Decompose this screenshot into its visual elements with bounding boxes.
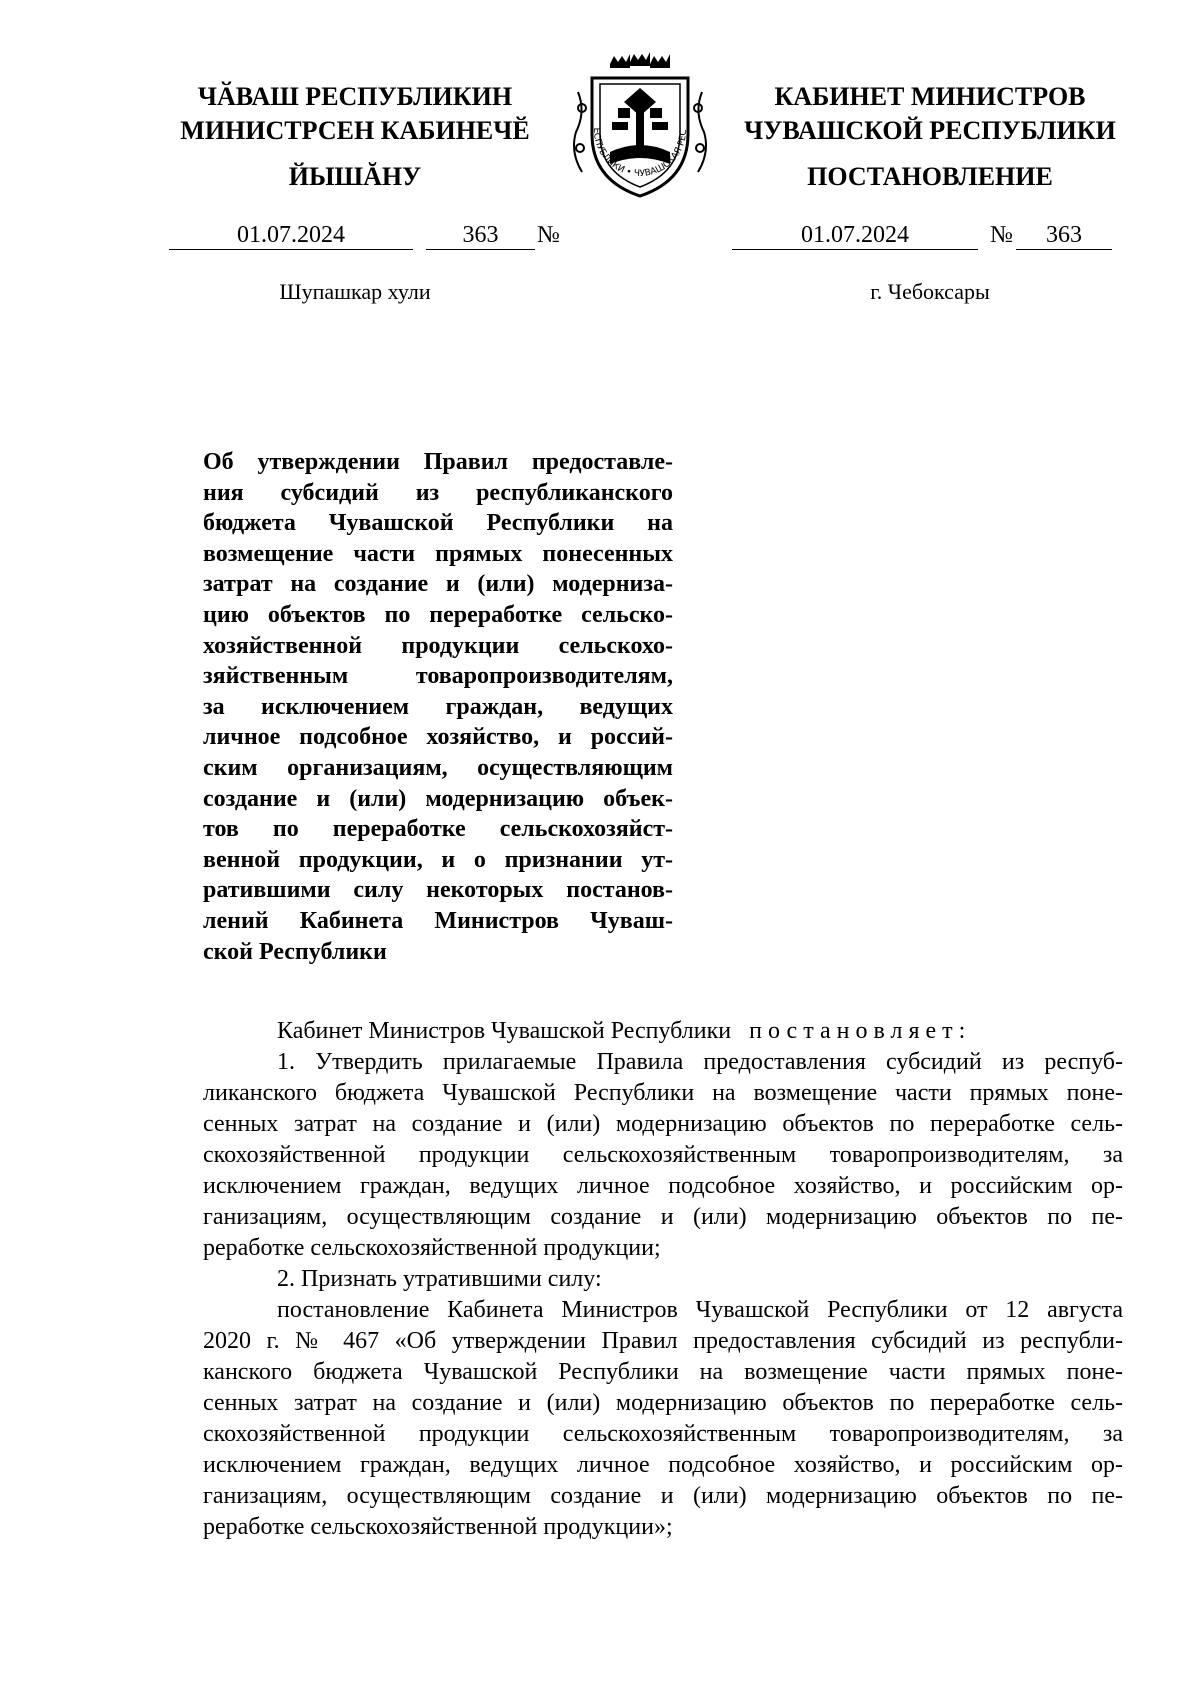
subject-line: за исключением граждан, ведущих bbox=[203, 693, 673, 720]
paragraph-3-line: исключением граждан, ведущих личное подсобное хозяйство, и российским ор- bbox=[203, 1452, 1123, 1478]
paragraph-1-line: ганизациям, осуществляющим создание и (или) модернизацию объектов по пе- bbox=[203, 1204, 1123, 1230]
paragraph-3-line: постановление Кабинета Министров Чувашской Республики от 12 августа bbox=[277, 1297, 1123, 1323]
subject-line: ния субсидий из республиканского bbox=[203, 479, 673, 506]
subject-line: зяйственным товаропроизводителям, bbox=[203, 663, 673, 690]
subject-line: Об утверждении Правил предоставле- bbox=[203, 449, 673, 475]
header-left-title bbox=[150, 80, 560, 148]
subject-line: личное подсобное хозяйство, и россий- bbox=[203, 724, 673, 751]
header-left-city: Шупашкар хули bbox=[279, 279, 431, 304]
header-left-line2: МИНИСТРСЕН КАБИНЕЧӖ bbox=[180, 116, 530, 145]
header-right-line2: ЧУВАШСКОЙ РЕСПУБЛИКИ bbox=[744, 116, 1116, 145]
paragraph-1-line: скохозяйственной продукции сельскохозяйственным товаропроизводителям, за bbox=[203, 1142, 1123, 1168]
header-right-number-label: № bbox=[990, 222, 1013, 248]
subject-line: тов по переработке сельскохозяйст- bbox=[203, 816, 673, 843]
header-left-number: 363 bbox=[426, 221, 535, 250]
paragraph-1-line: сенных затрат на создание и (или) модернизацию объектов по переработке сель- bbox=[203, 1111, 1123, 1137]
paragraph-3-line: сенных затрат на создание и (или) модернизацию объектов по переработке сель- bbox=[203, 1390, 1123, 1416]
paragraph-1-line: 1. Утвердить прилагаемые Правила предоставления субсидий из респуб- bbox=[277, 1049, 1123, 1075]
paragraph-1-line: ликанского бюджета Чувашской Республики на возмещение части прямых поне- bbox=[203, 1080, 1123, 1106]
subject-line: хозяйственной продукции сельскохо- bbox=[203, 632, 673, 659]
header-right-number: 363 bbox=[1016, 221, 1112, 250]
header-right-kind: ПОСТАНОВЛЕНИЕ bbox=[807, 162, 1053, 191]
document-body bbox=[203, 1016, 1123, 1543]
paragraph-2: 2. Признать утратившими силу: bbox=[277, 1266, 602, 1292]
header-right-date: 01.07.2024 bbox=[732, 221, 978, 250]
subject-line: ратившими силу некоторых постанов- bbox=[203, 877, 673, 904]
paragraph-3-line: канского бюджета Чувашской Республики на возмещение части прямых поне- bbox=[203, 1359, 1123, 1385]
header-right-city: г. Чебоксары bbox=[870, 279, 990, 304]
chuvash-coat-of-arms-icon bbox=[566, 52, 714, 202]
subject-line: ской Республики bbox=[203, 938, 387, 965]
subject-line: возмещение части прямых понесенных bbox=[203, 540, 673, 567]
header-left-number-label: № bbox=[537, 222, 560, 248]
subject-line: ским организациям, осуществляющим bbox=[203, 754, 673, 781]
paragraph-3-line: скохозяйственной продукции сельскохозяйственным товаропроизводителям, за bbox=[203, 1421, 1123, 1447]
subject-line: венной продукции, и о признании ут- bbox=[203, 846, 673, 873]
document-subject bbox=[203, 447, 673, 967]
intro-verb: постановляет: bbox=[749, 1018, 972, 1044]
paragraph-3-line: ганизациям, осуществляющим создание и (или) модернизацию объектов по пе- bbox=[203, 1483, 1123, 1509]
subject-line: лений Кабинета Министров Чуваш- bbox=[203, 907, 673, 934]
paragraph-1-line: исключением граждан, ведущих личное подсобное хозяйство, и российским ор- bbox=[203, 1173, 1123, 1199]
subject-line: затрат на создание и (или) модерниза- bbox=[203, 571, 673, 598]
header-right-title bbox=[725, 80, 1135, 148]
subject-line: бюджета Чувашской Республики на bbox=[203, 510, 673, 537]
paragraph-3-line: 2020 г. № 467 «Об утверждении Правил предоставления субсидий из республи- bbox=[203, 1328, 1123, 1354]
header-left-date: 01.07.2024 bbox=[169, 221, 413, 250]
header-left-kind: ЙЫШĂНУ bbox=[288, 162, 422, 191]
emblem-text: ЕСПУБЛИКИ • ЧУВАШСКАЯ РЕС bbox=[590, 127, 690, 180]
intro-prefix: Кабинет Министров Чувашской Республики bbox=[277, 1018, 732, 1044]
subject-line: цию объектов по переработке сельско- bbox=[203, 601, 673, 628]
header-left-line1: ЧӐВАШ РЕСПУБЛИКИН bbox=[197, 82, 513, 111]
paragraph-1-line: реработке сельскохозяйственной продукции; bbox=[203, 1235, 661, 1261]
header-right-line1: КАБИНЕТ МИНИСТРОВ bbox=[774, 82, 1086, 111]
subject-line: создание и (или) модернизацию объек- bbox=[203, 785, 673, 812]
intro-line bbox=[203, 1016, 1123, 1047]
paragraph-3-line: реработке сельскохозяйственной продукции»; bbox=[203, 1514, 673, 1540]
